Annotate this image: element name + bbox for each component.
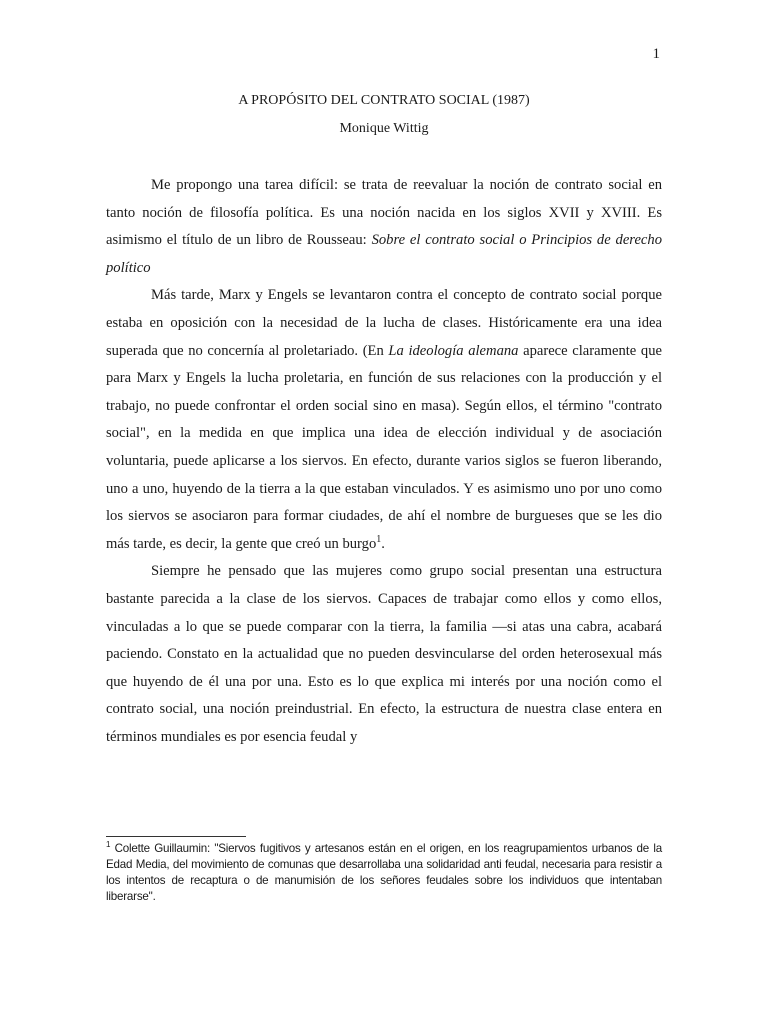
paragraph-2-text-a: Más tarde, Marx y Engels se levantaron contra el concepto de contrato social porque estaba en oposición con la necesidad de la lucha de clases. Históricamente era una idea superada que no concernía al proletariado. (En <box>106 287 662 359</box>
document-title: A PROPÓSITO DEL CONTRATO SOCIAL (1987) <box>238 93 530 108</box>
footnote-text: Colette Guillaumin: "Siervos fugitivos y artesanos están en el origen, en los reagrupamientos urbanos de la Edad Media, del movimiento de comunas que desarrollaba una solidaridad anti feudal, necesaria para resistir a los intentos de recaptura o de manumisión de los señores feudales sobre los individuos que intentaban liberarse". <box>106 842 662 903</box>
footnote-reference[interactable]: 1 <box>376 533 382 545</box>
paragraph-2-italic: La ideología alemana <box>388 342 519 359</box>
document-author: Monique Wittig <box>339 121 429 136</box>
footnote-marker: 1 <box>106 840 111 850</box>
body-text <box>106 172 662 751</box>
paragraph-1-text: Me propongo una tarea difícil: se trata de reevaluar la noción de contrato social en tanto noción de filosofía política. Es una noción nacida en los siglos XVII y XVIII. Es asimismo el título de un libro de Rousseau: <box>106 177 662 249</box>
paragraph-1-italic: Sobre el contrato social o Principios de derecho político <box>106 232 662 276</box>
paragraph-2-text-c: . <box>381 535 385 552</box>
paragraph-2 <box>106 282 662 558</box>
footnote <box>106 841 662 905</box>
paragraph-3 <box>106 558 662 751</box>
page-number: 1 <box>652 46 660 62</box>
paragraph-1 <box>106 172 662 282</box>
paragraph-3-text: Siempre he pensado que las mujeres como grupo social presentan una estructura bastante parecida a la clase de los siervos. Capaces de trabajar como ellos y como ellos, vinculadas a lo que se puede comparar con la tierra, la familia —si atas una cabra, acabará paciendo. Constato en la actualidad que no pueden desvincularse del orden heterosexual más que huyendo de él una por una. Esto es lo que explica mi interés por una noción como el contrato social, una noción preindustrial. En efecto, la estructura de nuestra clase entera en términos mundiales es por esencia feudal y <box>106 563 662 745</box>
footnote-divider <box>106 836 246 837</box>
paragraph-2-text-b: aparece claramente que para Marx y Engels la lucha proletaria, en función de sus relaciones con la producción y el trabajo, no puede confrontar el orden social sino en masa). Según ellos, el término "contrato social", en la medida en que implica una idea de elección individual y de asociación voluntaria, puede aplicarse a los siervos. En efecto, durante varios siglos se fueron liberando, uno a uno, huyendo de la tierra a la que estaban vinculados. Y es asimismo uno por uno como los siervos se asociaron para formar ciudades, de ahí el nombre de burgueses que se les dio más tarde, es decir, la gente que creó un burgo <box>106 342 662 552</box>
